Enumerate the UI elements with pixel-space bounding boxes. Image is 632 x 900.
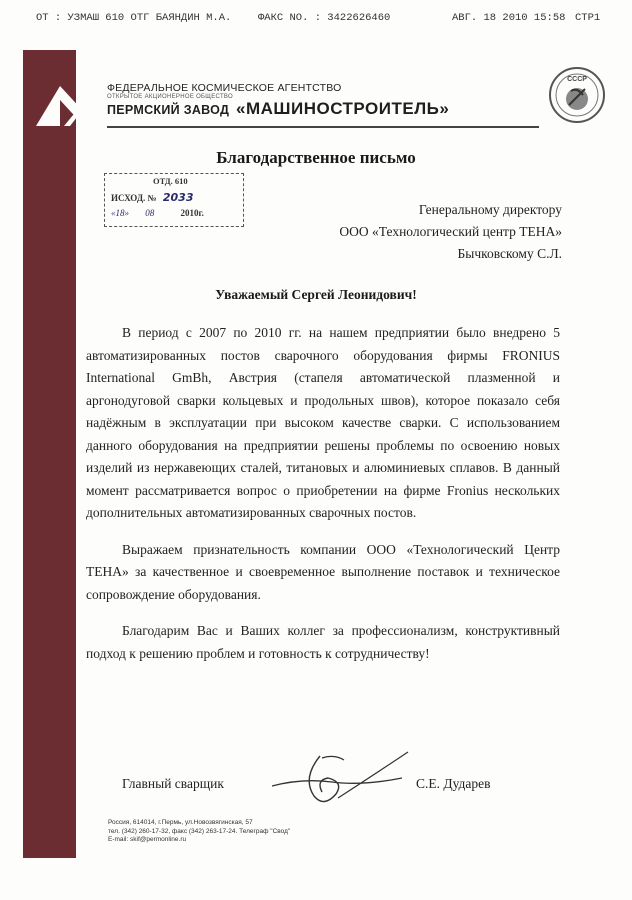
fax-datetime: АВГ. 18 2010 15:58 [452, 12, 566, 24]
footer-email: E-mail: skif@permonline.ru [108, 836, 187, 843]
signer-position: Главный сварщик [122, 776, 224, 791]
company-logo-icon [30, 82, 96, 127]
fax-page: СТР1 [575, 12, 601, 24]
company-prefix: ПЕРМСКИЙ ЗАВОД [107, 103, 230, 117]
stamp-out-label: ИСХОД. № [111, 193, 157, 203]
stamp-department: ОТД. 610 [153, 176, 188, 186]
signer-name: С.Е. Дударев [416, 776, 491, 791]
addressee-company: ООО «Технологический центр ТЕНА» [339, 224, 562, 239]
letterhead-side-bar [23, 50, 76, 858]
fax-header [0, 12, 632, 28]
body-paragraph: Благодарим Вас и Ваших коллег за профессионализм, конструктивный подход к решению проблем и готовность к сотрудничеству! [86, 623, 560, 661]
body-paragraph: В период с 2007 по 2010 гг. на нашем предприятии было внедрено 5 автоматизированных постов сварочного оборудования фирмы FRONIUS International GmBh, Австрия (стапеля автоматической плазменной и аргонодуговой сварки кольцевых и продольных швов), которое показало себя надёжным в эксплуатации при высоком качестве сварки. С использованием данного оборудования на предприятии решены проблемы по освоению новых изделий из нержавеющих сталей, титановых и алюминиевых сплавов. В данный момент рассматривается вопрос о приобретении на фирме Fronius нескольких дополнительных автоматизированных сварочных постов. [86, 325, 560, 520]
signature-icon [262, 748, 412, 818]
stamp-year: 2010г. [180, 208, 204, 218]
fax-number: ФАКС NO. : 3422626460 [258, 12, 391, 24]
outgoing-stamp [104, 173, 244, 227]
footer-address: Россия, 614014, г.Пермь, ул.Новозвягинская, 57 [108, 819, 253, 826]
letterhead-divider [107, 126, 539, 128]
stamp-day: «18» [111, 208, 129, 218]
fax-sender: ОТ : УЗМАШ 610 ОТГ БАЯНДИН М.А. [36, 12, 232, 24]
emblem-label: СССР [567, 76, 587, 83]
addressee-name: Бычковскому С.Л. [457, 246, 562, 261]
stamp-out-number: 2033 [162, 191, 194, 204]
document-title: Благодарственное письмо [216, 148, 416, 167]
stamp-month: 08 [145, 208, 155, 218]
company-name: «МАШИНОСТРОИТЕЛЬ» [236, 99, 450, 118]
stamp-outgoing [111, 191, 193, 204]
letterhead-footer [108, 819, 290, 845]
addressee-block [339, 199, 562, 265]
addressee-position: Генеральному директору [418, 202, 562, 217]
footer-phone: тел. (342) 260-17-32, факс (342) 263-17-24. Телеграф "Свод" [108, 827, 291, 835]
agency-subtitle: ОТКРЫТОЕ АКЦИОНЕРНОЕ ОБЩЕСТВО [107, 94, 233, 100]
body-paragraph: Выражаем признательность компании ООО «Технологический Центр ТЕНА» за качественное и своевременное выполнение поставок и техническое сопровождение оборудования. [86, 541, 560, 602]
agency-name: ФЕДЕРАЛЬНОЕ КОСМИЧЕСКОЕ АГЕНТСТВО [107, 82, 342, 94]
ussr-emblem-icon [547, 65, 607, 125]
stamp-date [111, 208, 204, 218]
salutation: Уважаемый Сергей Леонидович! [215, 287, 417, 302]
letter-body [86, 322, 560, 679]
